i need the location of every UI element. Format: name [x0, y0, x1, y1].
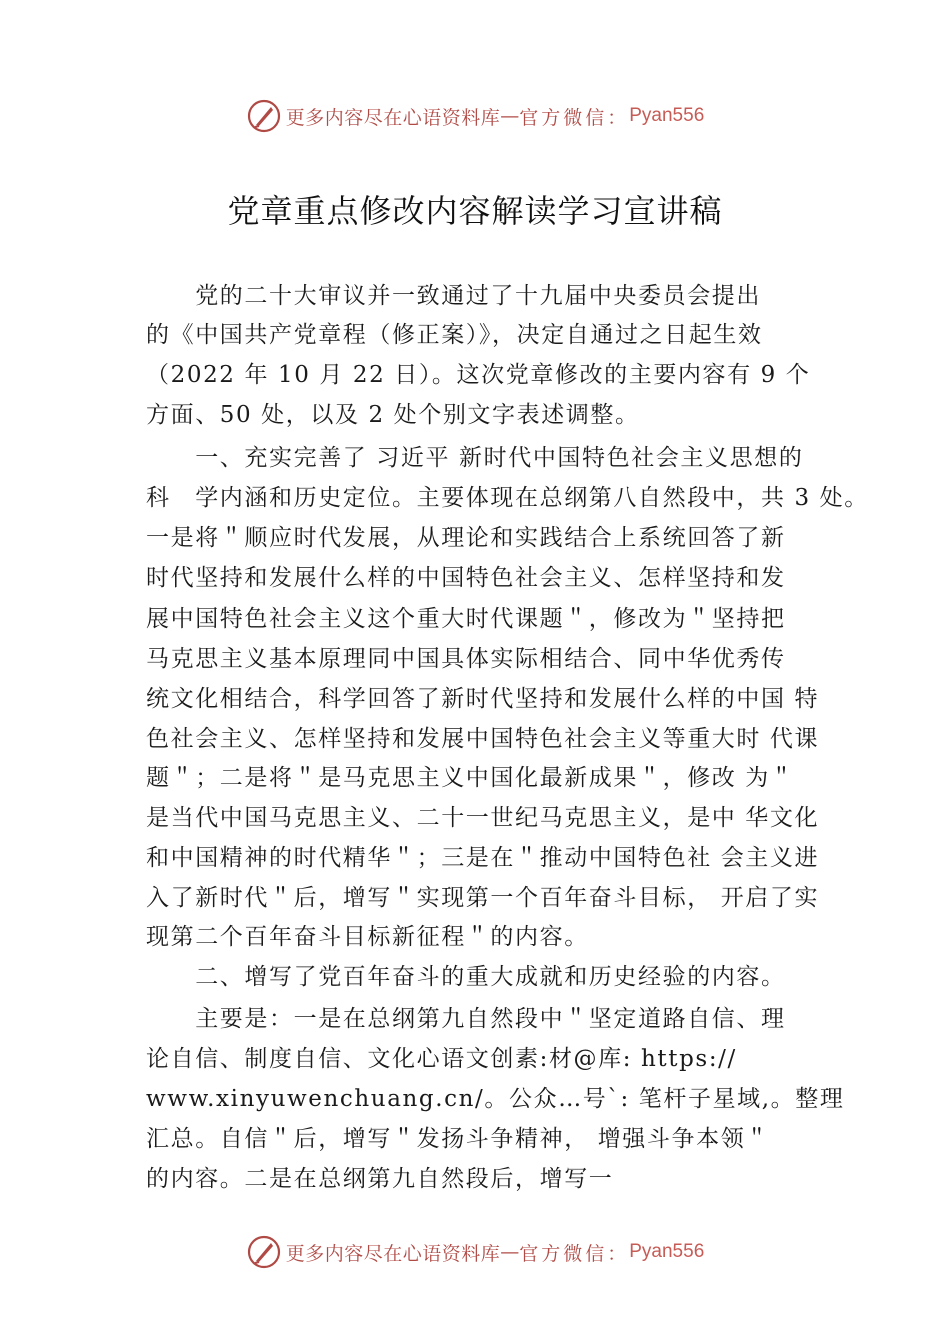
body-line: 一、充实完善了 习近平 新时代中国特色社会主义思想的 — [146, 445, 804, 471]
body-line: 方面、50 处，以及 2 处个别文字表述调整。 — [146, 402, 640, 428]
body-line: （2022 年 10 月 22 日）。这次党章修改的主要内容有 9 个 — [146, 362, 811, 388]
body-line: 现第二个百年奋斗目标新征程＂的内容。 — [146, 924, 589, 950]
promo-text: 更多内容尽在心语资料库 — [285, 106, 501, 129]
body-line: 主要是：一是在总纲第九自然段中＂坚定道路自信、理 — [146, 1006, 786, 1032]
wechat-id: Pyan556 — [629, 105, 705, 126]
footer-banner — [0, 1232, 950, 1272]
quill-logo-icon — [246, 98, 282, 134]
document-title: 党章重点修改内容解读学习宣讲稿 — [227, 192, 723, 230]
separator-dash: — — [500, 105, 520, 127]
separator-dash: — — [500, 1241, 520, 1263]
body-line: 论自信、制度自信、文化心语文创素:材@库: https:// — [146, 1046, 737, 1072]
body-line: 党的二十大审议并一致通过了十九届中央委员会提出 — [146, 283, 761, 309]
body-line: 入了新时代＂后，增写＂实现第一个百年奋斗目标， 开启了实 — [146, 885, 820, 911]
body-line: 展中国特色社会主义这个重大时代课题＂，修改为＂坚持把 — [146, 606, 786, 632]
body-line: 色社会主义、怎样坚持和发展中国特色社会主义等重大时 代课 — [146, 726, 820, 752]
body-line: 的《中国共产党章程（修正案）》，决定自通过之日起生效 — [146, 322, 763, 348]
promo-text: 更多内容尽在心语资料库 — [285, 1242, 501, 1265]
body-line: 和中国精神的时代精华＂；三是在＂推动中国特色社 会主义进 — [146, 845, 820, 871]
wechat-label: 官方微信： — [519, 106, 630, 129]
body-line: 是当代中国马克思主义、二十一世纪马克思主义，是中 华文化 — [146, 805, 820, 831]
body-line: 科 学内涵和历史定位。主要体现在总纲第八自然段中，共 3 处。 — [146, 485, 869, 511]
body-line: 一是将＂顺应时代发展，从理论和实践结合上系统回答了新 — [146, 525, 786, 551]
body-line: 题＂；二是将＂是马克思主义中国化最新成果＂，修改 为＂ — [146, 765, 795, 791]
body-line: 时代坚持和发展什么样的中国特色社会主义、怎样坚持和发 — [146, 565, 786, 591]
body-line: 马克思主义基本原理同中国具体实际相结合、同中华优秀传 — [146, 646, 786, 672]
wechat-id: Pyan556 — [629, 1241, 705, 1262]
body-line: 的内容。二是在总纲第九自然段后，增写一 — [146, 1166, 614, 1192]
quill-logo-icon — [246, 1234, 282, 1270]
body-line: www.xinyuwenchuang.cn/。公众…号`: 笔杆子星域,。整理 — [146, 1086, 845, 1112]
body-line: 二、增写了党百年奋斗的重大成就和历史经验的内容。 — [146, 964, 786, 990]
body-line: 统文化相结合，科学回答了新时代坚持和发展什么样的中国 特 — [146, 686, 820, 712]
header-banner — [0, 96, 950, 136]
wechat-label: 官方微信： — [519, 1242, 630, 1265]
body-line: 汇总。自信＂后，增写＂发扬斗争精神， 增强斗争本领＂ — [146, 1126, 770, 1152]
